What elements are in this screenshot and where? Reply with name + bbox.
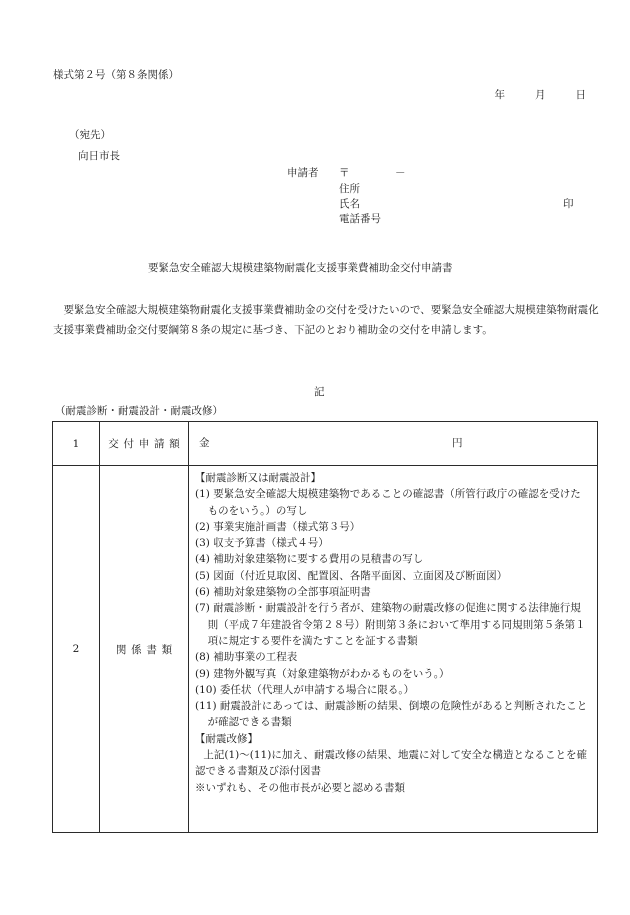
postal-dash: －: [395, 167, 406, 179]
application-table: [52, 421, 598, 833]
docs-note: ※いずれも、その他市長が必要と認める書類: [195, 781, 405, 794]
list-item: (1) 要緊急安全確認大規模建築物であることの確認書（所管行政庁の確認を受けたものをいう。）の写し: [195, 488, 581, 517]
row-label: [100, 422, 189, 466]
list-item: (8) 補助事業の工程表: [195, 651, 298, 664]
kin-mark: 金: [199, 437, 210, 449]
retrofit-text: 上記(1)～(11)に加え、耐震改修の結果、地震に対して安全な構造となることを確認できる書類及び添付図書: [195, 749, 587, 778]
row-number: 1: [53, 422, 100, 466]
list-item: (5) 図面（付近見取図、配置図、各階平面図、立面図及び断面図）: [195, 569, 508, 582]
body-paragraph: 要緊急安全確認大規模建築物耐震化支援事業費補助金の交付を受けたいので、要緊急安全確認大規模建築物耐震化支援事業費補助金交付要綱第８条の規定に基づき、下記のとおり補助金の交付を申請します。: [53, 304, 599, 336]
date-year: 年: [494, 89, 505, 101]
phone-label: 電話番号: [339, 213, 381, 225]
table-row: [53, 422, 598, 466]
docs-heading-diagnosis: 【耐震診断又は耐震設計】: [195, 472, 321, 484]
addressee-prefix: （宛先）: [69, 129, 111, 141]
postal-mark: 〒: [339, 167, 350, 179]
list-item: (7) 耐震診断・耐震設計を行う者が、建築物の耐震改修の促進に関する法律施行規則（平成７年建設省令第２８号）附則第３条において準用する同規則第５条第１項に規定する要件を満たすことを証する書類: [195, 602, 586, 647]
list-item: (10) 委任状（代理人が申請する場合に限る。）: [195, 683, 415, 696]
table-row: [53, 466, 598, 833]
row-label-text: 関係書類: [115, 643, 177, 656]
date-line: [495, 90, 587, 101]
list-item: (4) 補助対象建築物に要する費用の見積書の写し: [195, 553, 424, 566]
amount-cell: [189, 422, 598, 466]
document-title: 要緊急安全確認大規模建築物耐震化支援事業費補助金交付申請書: [148, 262, 453, 274]
applicant-label: 申請者: [287, 167, 319, 179]
date-month: 月: [535, 89, 546, 101]
address-label: 住所: [339, 183, 360, 195]
list-item: (3) 収支予算書（様式４号）: [195, 537, 329, 550]
list-item: (11) 耐震設計にあっては、耐震診断の結果、倒壊の危険性があると判断されたことが確認できる書類: [195, 700, 588, 729]
section-label: （耐震診断・耐震設計・耐震改修）: [55, 405, 223, 417]
row-label-text: 交付申請額: [108, 438, 185, 450]
list-item: (9) 建物外観写真（対象建築物がわかるものをいう。）: [195, 667, 450, 680]
documents-cell: [189, 466, 598, 833]
docs-heading-retrofit: 【耐震改修】: [195, 732, 258, 745]
ki-mark: 記: [314, 386, 325, 398]
addressee-name: 向日市長: [78, 150, 120, 162]
row-label: [100, 466, 189, 833]
list-item: (2) 事業実施計画書（様式第３号）: [195, 520, 361, 533]
date-day: 日: [575, 89, 586, 101]
row-number: 2: [53, 466, 100, 833]
name-label: 氏名: [339, 198, 360, 210]
seal-mark: 印: [563, 198, 574, 210]
yen-mark: 円: [452, 437, 463, 449]
form-number: 様式第２号（第８条関係）: [53, 69, 179, 81]
list-item: (6) 補助対象建築物の全部事項証明書: [195, 586, 371, 599]
